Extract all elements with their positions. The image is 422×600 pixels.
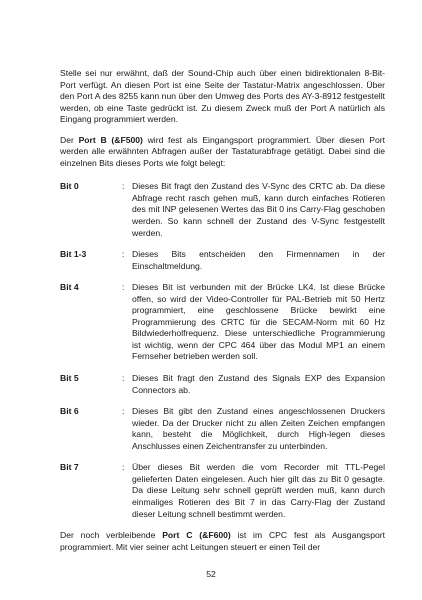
bit-colon: : [122,249,125,260]
port-c-heading: Port C (&F600) [162,530,231,541]
port-b-paragraph [60,135,385,170]
bit-row-4 [60,282,385,363]
bit-colon: : [122,373,125,384]
bit-label: Bit 6 [60,406,79,417]
bit-row-7 [60,462,385,520]
page-number: 52 [206,569,216,579]
bit-colon: : [122,462,125,473]
page-body [60,68,385,553]
bit-row-6 [60,406,385,452]
bit-label: Bit 0 [60,181,79,192]
bit-row-1-3 [60,249,385,272]
port-b-text-pre: Der [60,134,79,145]
bit-description: Dieses Bit fragt den Zustand des V-Sync des CRTC ab. Da diese Abfrage recht rasch gehen muß, kann durch einfaches Rotieren des mit INP gelesenen Wertes das Bit 0 ins Carry-Flag geschoben werden. So kann schnell der Zustand des V-Sync festgestellt werden. [132,181,385,238]
bit-row-5 [60,373,385,396]
bit-label: Bit 5 [60,373,79,384]
bit-colon: : [122,181,125,192]
port-c-paragraph [60,530,385,553]
bit-description: Dieses Bits entscheiden den Firmennamen in der Einschaltmeldung. [132,249,385,271]
bit-description: Dieses Bit gibt den Zustand eines angeschlossenen Druckers wieder. Da der Drucker nicht zu allen Zeiten Zeichen empfangen kann, besteht die Möglichkeit, durch High-legen dieses Anschlusses einen Zeichentransfer zu unterbinden. [132,406,385,451]
port-b-text-post: wird fest als Eingangsport programmiert. Über diesen Port werden alle erwähnten Abfragen außer der Tastaturabfrage getätigt. Dabei sind die einzelnen Bits dieses Ports wie folgt belegt: [60,134,385,168]
port-c-text-pre: Der noch verbleibende [60,530,163,541]
bit-description: Dieses Bit ist verbunden mit der Brücke LK4. Ist diese Brücke offen, so wird der Video-Controller für PAL-Betrieb mit 50 Hertz programmiert, eine geschlossene Brücke bewirkt eine Programmierung des CRTC für die SECAM-Norm mit 60 Hz Bildwiederholfrequenz. Diese unterschiedliche Programmierung ist wichtig, wenn der CPC 464 über das Modul MP1 an einem Fernseher betrieben werden soll. [132,282,385,362]
bit-label: Bit 1-3 [60,249,87,260]
bit-description: Dieses Bit fragt den Zustand des Signals EXP des Expansion Connectors ab. [132,373,385,395]
bit-colon: : [122,282,125,293]
bit-label: Bit 7 [60,462,79,473]
port-c-text-post: ist im CPC fest als Ausgangsport programmiert. Mit vier seiner acht Leitungen steuert er einen Teil der [60,530,386,552]
bit-row-0 [60,181,385,239]
intro-paragraph: Stelle sei nur erwähnt, daß der Sound-Chip auch über einen bidirektionalen 8-Bit-Port verfügt. An diesen Port ist eine Seite der Tastatur-Matrix angeschlossen. Über den Port A des 8255 kann nun über den Umweg des Ports des AY-3-8912 festgestellt werden, ob eine Taste gedrückt ist. Zu diesem Zweck muß der Port A natürlich als Eingang programmiert werden. [60,68,385,125]
bit-description: Über dieses Bit werden die vom Recorder mit TTL-Pegel gelieferten Daten eingelesen. Auch hier gilt das zu Bit 0 gesagte. Da diese Leitung sehr schnell geprüft werden muß, kann durch einmaliges Rotieren des Bit 7 in das Carry-Flag der Zustand dieser Leitung schnell bestimmt werden. [132,462,385,519]
bit-colon: : [122,406,125,417]
bit-label: Bit 4 [60,282,79,293]
port-b-heading: Port B (&F500) [78,134,143,145]
